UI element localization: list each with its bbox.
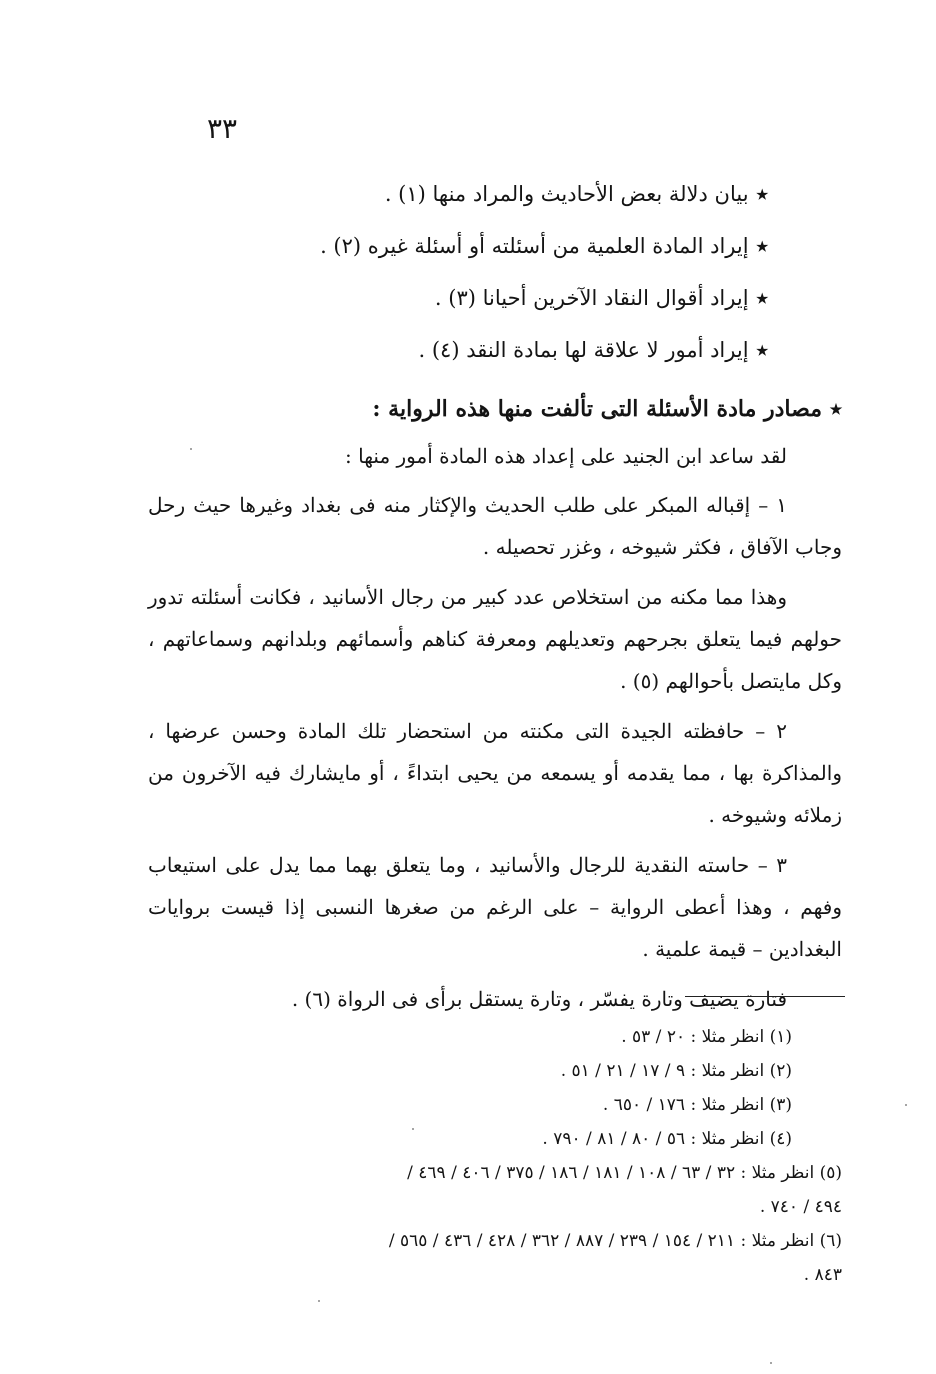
paragraph: ٣ – حاسته النقدية للرجال والأسانيد ، وما يتعلق بهما مما يدل على استيعاب وفهم ، وهذا أعطى الرواية – على الرغم من صغرها النسبى إذا قيست بروايات البغدادين – قيمة علمية . xyxy=(148,853,843,961)
footnote: (٥) انظر مثلا : ٣٢ / ٦٣ / ١٠٨ / ١٨١ / ١٨٦ / ٣٧٥ / ٤٠٦ / ٤٦٩ / xyxy=(407,1163,842,1183)
footnote: (٢) انظر مثلا : ٩ / ١٧ / ٢١ / ٥١ . xyxy=(560,1061,792,1081)
intro-line: لقد ساعد ابن الجنيد على إعداد هذه المادة أمور منها : xyxy=(345,444,787,468)
bullet-item: ٭إيراد أقوال النقاد الآخرين أحيانا (٣) . xyxy=(434,285,768,310)
paragraph: ٢ – حافظته الجيدة التى مكنته من استحضار تلك المادة وحسن عرضها ، والمذاكرة بها ، مما يقدمه أو يسمعه من يحيى ابتداءً ، أو مايشارك فيه الآخرون من زملائه وشيوخه . xyxy=(148,719,842,827)
scan-speck xyxy=(318,1300,320,1302)
footnote-continuation: ٤٩٤ / ٧٤٠ . xyxy=(759,1197,842,1217)
bullet-mark: ٭ xyxy=(830,396,842,422)
scan-speck xyxy=(190,448,192,450)
bullet-item: ٭إيراد المادة العلمية من أسئلته أو أسئلة غيره (٢) . xyxy=(320,233,768,258)
footnote: (٦) انظر مثلا : ٢١١ / ١٥٤ / ٢٣٩ / ٨٨٧ / ٣٦٢ / ٤٢٨ / ٤٣٦ / ٥٦٥ / xyxy=(388,1231,842,1251)
bullet-mark: ٭ xyxy=(756,233,768,258)
main-text xyxy=(148,168,842,1028)
scan-speck xyxy=(770,1362,772,1364)
scan-speck xyxy=(412,1128,414,1130)
bullet-item: ٭بيان دلالة بعض الأحاديث والمراد منها (١) . xyxy=(384,181,768,206)
page-number: ٣٣ xyxy=(206,112,238,145)
bullet-mark: ٭ xyxy=(756,337,768,362)
paragraph: فتارة يضيف وتارة يفسّر ، وتارة يستقل برأى فى الرواة (٦) . xyxy=(291,987,787,1011)
footnote-divider xyxy=(685,996,845,997)
footnote: (٣) انظر مثلا : ١٧٦ / ٦٥٠ . xyxy=(602,1095,792,1115)
footnote-continuation: ٨٤٣ . xyxy=(803,1265,842,1285)
paragraph: ١ – إقباله المبكر على طلب الحديث والإكثار منه فى بغداد وغيرها حيث رحل وجاب الآفاق ، فكثر شيوخه ، وغزر تحصيله . xyxy=(148,493,842,559)
bullet-mark: ٭ xyxy=(756,285,768,310)
footnotes xyxy=(148,1020,842,1292)
paragraph: وهذا مما مكنه من استخلاص عدد كبير من رجال الأسانيد ، فكانت أسئلته تدور حولهم فيما يتعلق بجرحهم وتعديلهم ومعرفة كناهم وأسمائهم وبلدانهم وسماعاتهم ، وكل مايتصل بأحوالهم (٥) . xyxy=(148,585,842,693)
bullet-item: ٭إيراد أمور لا علاقة لها بمادة النقد (٤) . xyxy=(418,337,768,362)
section-heading: ٭مصادر مادة الأسئلة التى تألفت منها هذه الرواية : xyxy=(372,396,842,422)
bullet-list xyxy=(148,168,842,376)
footnote: (٤) انظر مثلا : ٥٦ / ٨٠ / ٨١ / ٧٩٠ . xyxy=(542,1129,792,1149)
scan-speck xyxy=(905,1104,907,1106)
bullet-mark: ٭ xyxy=(756,181,768,206)
footnote: (١) انظر مثلا : ٢٠ / ٥٣ . xyxy=(621,1027,792,1047)
